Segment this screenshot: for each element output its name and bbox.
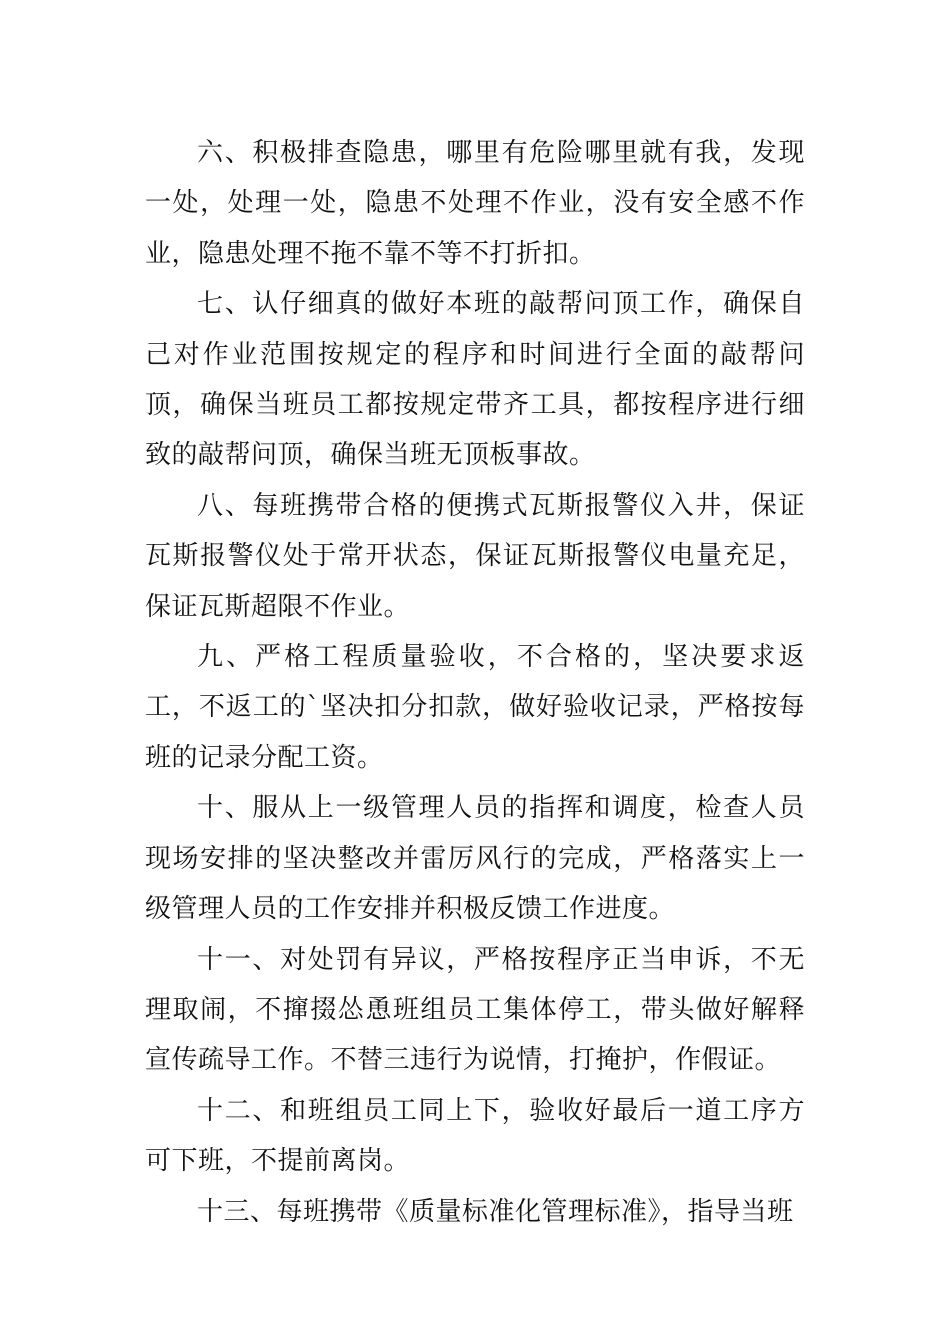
paragraph-8: 八、每班携带合格的便携式瓦斯报警仪入井，保证瓦斯报警仪处于常开状态，保证瓦斯报警仪电量充足，保证瓦斯超限不作业。 xyxy=(145,490,805,622)
paragraph-12: 十二、和班组员工同上下，验收好最后一道工序方可下班，不提前离岗。 xyxy=(145,1095,805,1177)
paragraph-11: 十一、对处罚有异议，严格按程序正当申诉，不无理取闹，不撺掇怂恿班组员工集体停工，带头做好解释宣传疏导工作。不替三违行为说情，打掩护，作假证。 xyxy=(145,944,805,1076)
document-page xyxy=(145,128,805,1237)
paragraph-7: 七、认仔细真的做好本班的敲帮问顶工作，确保自己对作业范围按规定的程序和时间进行全面的敲帮问顶，确保当班员工都按规定带齐工具，都按程序进行细致的敲帮问顶，确保当班无顶板事故。 xyxy=(145,289,805,471)
paragraph-6: 六、积极排查隐患，哪里有危险哪里就有我，发现一处，处理一处，隐患不处理不作业，没有安全感不作业，隐患处理不拖不靠不等不打折扣。 xyxy=(145,138,805,269)
paragraph-9: 九、严格工程质量验收，不合格的，坚决要求返工，不返工的`坚决扣分扣款，做好验收记录，严格按每班的记录分配工资。 xyxy=(145,642,805,773)
paragraph-10: 十、服从上一级管理人员的指挥和调度，检查人员现场安排的坚决整改并雷厉风行的完成，严格落实上一级管理人员的工作安排并积极反馈工作进度。 xyxy=(145,793,805,925)
paragraph-13: 十三、每班携带《质量标准化管理标准》，指导当班 xyxy=(197,1196,794,1227)
